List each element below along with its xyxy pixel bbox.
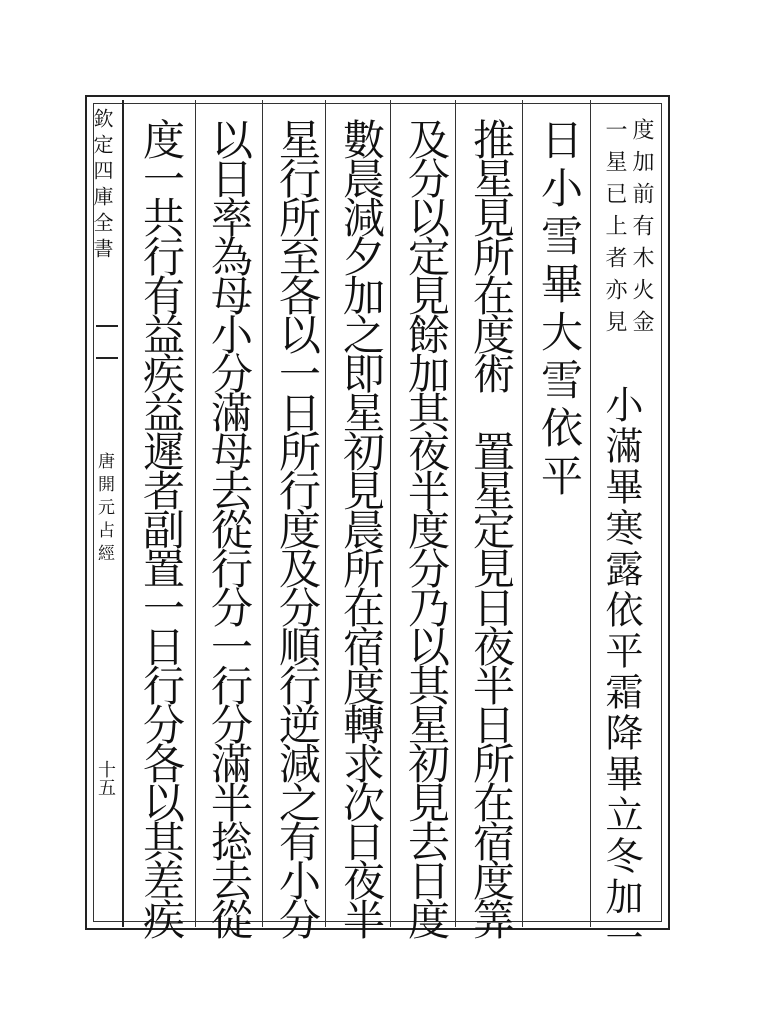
text-column: 度一共行有益疾益遲者副置一日行分各以其差疾 [137, 118, 186, 937]
text-column: 數晨減夕加之即星初見晨所在宿度轉求次日夜半 [337, 118, 386, 937]
margin-folio: 十五 [95, 760, 116, 796]
column-rule [522, 100, 523, 927]
text-column: 星行所至各以一日所行度及分順行逆減之有小分 [273, 118, 322, 937]
margin-book-title: 欽定四庫全書 [90, 108, 114, 264]
column-rule [390, 100, 391, 927]
text-column: 小滿畢寒露依平霜降畢立冬加一 [599, 385, 643, 959]
text-column: 及分以定見餘加其夜半度分乃以其星初見去日度 [402, 118, 451, 937]
text-column: 日小雪畢大雪依平 [535, 118, 584, 502]
fish-tail-mark [96, 325, 118, 359]
column-rule [590, 100, 591, 927]
column-rule [195, 100, 196, 927]
column-rule [455, 100, 456, 927]
text-column: 推星見所在度術 置星定見日夜半日所在宿度筭 [467, 118, 516, 937]
note-line: 一星已上者亦見 [602, 118, 627, 342]
margin-section-title: 唐開元占經 [94, 452, 114, 567]
column-rule [325, 100, 326, 927]
margin-strip-rule [122, 100, 124, 927]
note-line: 度加前有木火金 [629, 118, 654, 342]
column-rule [262, 100, 263, 927]
text-column: 以日率為母小分滿母去從行分一行分滿半捴去從 [205, 118, 254, 937]
